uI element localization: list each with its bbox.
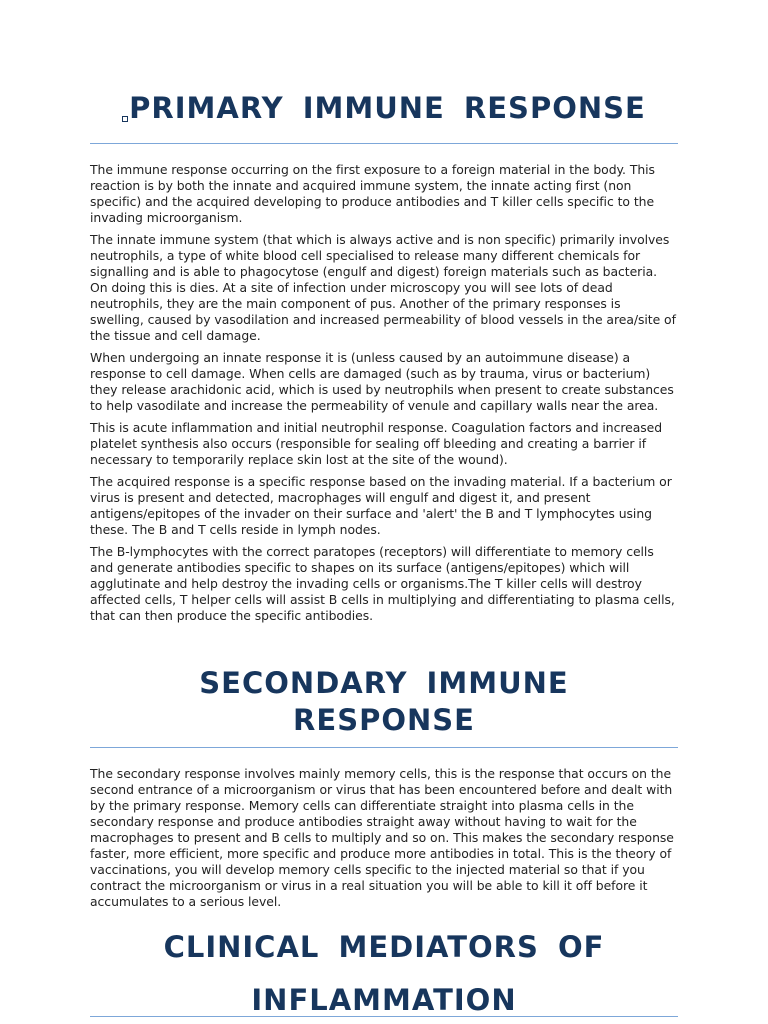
secondary-immune-response-heading [90,665,678,739]
paragraph: The B-lymphocytes with the correct paratopes (receptors) will differentiate to memory cells and generate antibodies specific to shapes on its surface (antigens/epitopes) which will agglutinate and help destroy the invading cells or organisms.The T killer cells will destroy affected cells, T helper cells will assist B cells in multiplying and differentiating to plasma cells, that can then produce the specific antibodies. [90,544,675,623]
paragraph: The acquired response is a specific response based on the invading material. If a bacterium or virus is present and detected, macrophages will engulf and digest it, and present antigens/epitopes of the invader on their surface and 'alert' the B and T lymphocytes using these. The B and T cells reside in lymph nodes. [90,474,672,537]
clinical-mediators-heading [90,930,678,1017]
secondary-response-body [90,766,678,916]
heading-underline [90,1016,678,1017]
primary-immune-response-heading [90,88,678,128]
secondary-heading-line2: RESPONSE [293,703,475,737]
clinical-heading-line1: CLINICAL MEDIATORS OF [163,930,605,964]
paragraph-marker-icon [122,116,128,122]
paragraph: The secondary response involves mainly memory cells, this is the response that occurs on the second entrance of a microorganism or virus that has been encountered before and dealt with by the primary response. Memory cells can differentiate straight into plasma cells in the secondary response and produce antibodies straight away without having to wait for the macrophages to present and B cells to multiply and so on. This makes the secondary response faster, more efficient, more specific and produce more antibodies in total. This is the theory of vaccinations, you will develop memory cells specific to the injected material so that if you contract the microorganism or virus in a real situation you will be able to kill it off before it accumulates to a serious level. [90,766,674,909]
primary-heading-text: PRIMARY IMMUNE RESPONSE [129,91,646,125]
heading-underline [90,747,678,748]
paragraph: This is acute inflammation and initial neutrophil response. Coagulation factors and increased platelet synthesis also occurs (responsible for sealing off bleeding and creating a barrier if necessary to temporarily replace skin lost at the site of the wound). [90,420,663,467]
secondary-heading-line1: SECONDARY IMMUNE [199,666,569,700]
heading-underline [90,143,678,144]
primary-response-body [90,162,678,630]
paragraph: When undergoing an innate response it is (unless caused by an autoimmune disease) a response to cell damage. When cells are damaged (such as by trauma, virus or bacterium) they release arachidonic acid, which is used by neutrophils when present to create substances to help vasodilate and increase the permeability of venule and capillary walls near the area. [90,350,674,413]
paragraph: The innate immune system (that which is always active and is non specific) primarily involves neutrophils, a type of white blood cell specialised to release many different chemicals for signalling and is able to phagocytose (engulf and digest) foreign materials such as bacteria. On doing this is dies. At a site of infection under microscopy you will see lots of dead neutrophils, they are the main component of pus. Another of the primary responses is swelling, caused by vasodilation and increased permeability of blood vessels in the area/site of the tissue and cell damage. [90,232,676,343]
paragraph: The immune response occurring on the first exposure to a foreign material in the body. This reaction is by both the innate and acquired immune system, the innate acting first (non specific) and the acquired developing to produce antibodies and T killer cells specific to the invading microorganism. [90,162,655,225]
clinical-heading-line2: INFLAMMATION [251,983,517,1017]
